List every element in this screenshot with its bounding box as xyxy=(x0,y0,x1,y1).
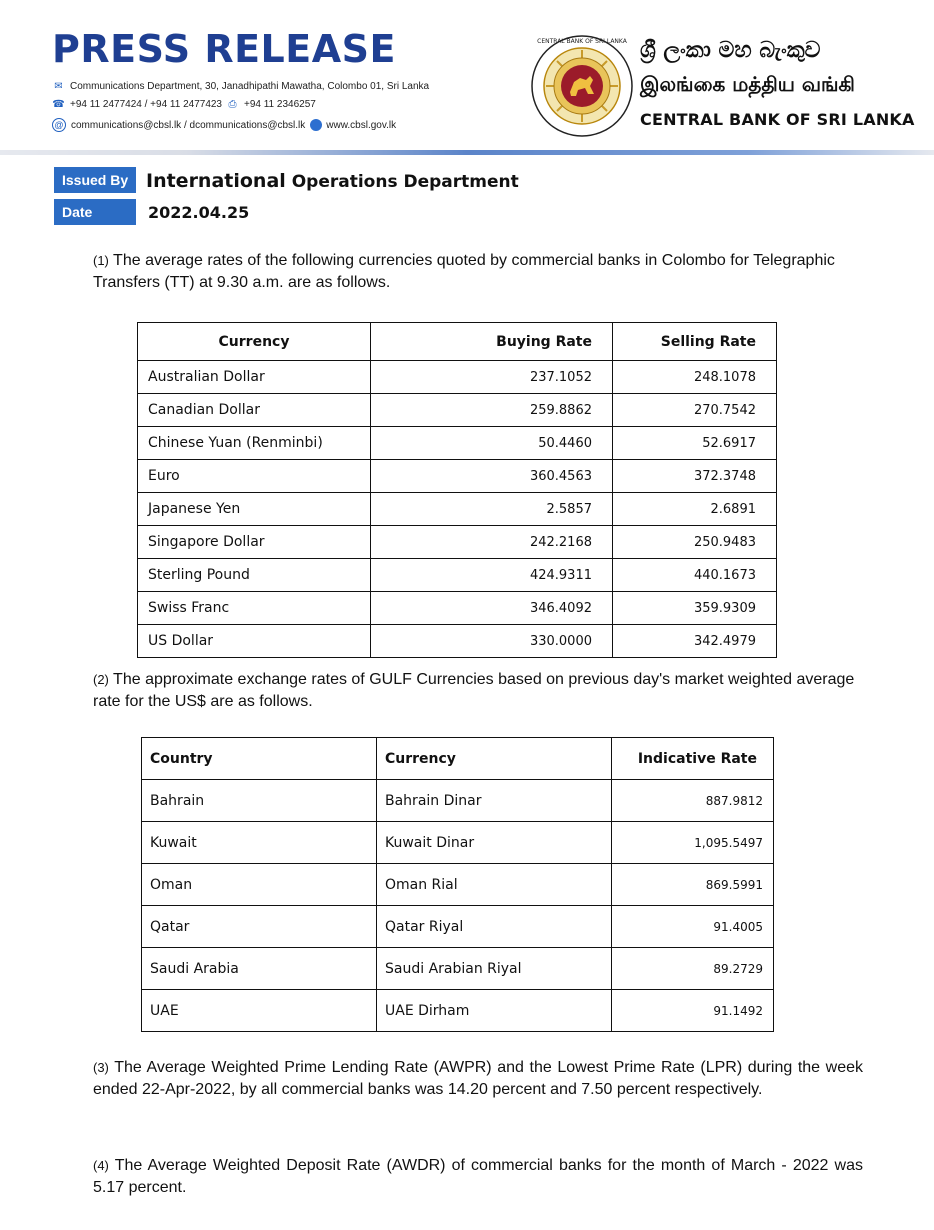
issued-by-label: Issued By xyxy=(54,167,136,193)
bank-name-sinhala: ශ්‍රී ලංකා මහ බැංකුව xyxy=(640,38,821,63)
table-row xyxy=(142,822,774,864)
currency-cell: Bahrain Dinar xyxy=(377,780,612,822)
section1-text: The average rates of the following currencies quoted by commercial banks in Colombo for Telegraphic Transfers (TT) at 9.30 a.m. are as follows. xyxy=(93,252,835,291)
col-header-currency: Currency xyxy=(377,738,612,780)
fax-icon: ⎙ xyxy=(228,99,237,110)
bank-name-tamil: இலங்கை மத்திய வங்கி xyxy=(640,72,855,96)
selling-rate-cell: 52.6917 xyxy=(613,427,777,460)
table-row xyxy=(138,592,777,625)
currency-cell: Japanese Yen xyxy=(138,493,371,526)
table-row xyxy=(138,493,777,526)
currency-cell: Swiss Franc xyxy=(138,592,371,625)
indicative-rate-cell: 91.4005 xyxy=(612,906,774,948)
section1-paragraph xyxy=(93,250,863,294)
country-cell: Kuwait xyxy=(142,822,377,864)
currency-cell: Singapore Dollar xyxy=(138,526,371,559)
table-header-row xyxy=(142,738,774,780)
currency-cell: US Dollar xyxy=(138,625,371,658)
table-row xyxy=(138,460,777,493)
address-line xyxy=(52,81,429,92)
date-value: 2022.04.25 xyxy=(148,203,250,222)
buying-rate-cell: 360.4563 xyxy=(371,460,613,493)
issued-by-part2: Operations Department xyxy=(285,172,519,192)
buying-rate-cell: 424.9311 xyxy=(371,559,613,592)
issued-by-value xyxy=(146,170,519,192)
section3-paragraph xyxy=(93,1057,863,1101)
section4-number: (4) xyxy=(93,1158,109,1173)
currency-cell: Kuwait Dinar xyxy=(377,822,612,864)
date-label: Date xyxy=(54,199,136,225)
currency-cell: Saudi Arabian Riyal xyxy=(377,948,612,990)
currency-cell: Sterling Pound xyxy=(138,559,371,592)
fax-text: +94 11 2346257 xyxy=(244,99,316,110)
globe-icon xyxy=(310,119,322,131)
selling-rate-cell: 359.9309 xyxy=(613,592,777,625)
table-header-row xyxy=(138,323,777,361)
col-header-indicative-rate: Indicative Rate xyxy=(612,738,774,780)
email-text[interactable]: communications@cbsl.lk / dcommunications@cbsl.lk xyxy=(71,119,306,131)
selling-rate-cell: 372.3748 xyxy=(613,460,777,493)
indicative-rate-cell: 89.2729 xyxy=(612,948,774,990)
col-header-selling-rate: Selling Rate xyxy=(613,323,777,361)
currency-cell: Qatar Riyal xyxy=(377,906,612,948)
issued-by-part1: International xyxy=(146,170,286,192)
table-row xyxy=(138,394,777,427)
at-icon: @ xyxy=(52,118,66,132)
col-header-currency: Currency xyxy=(138,323,371,361)
phone-text: +94 11 2477424 / +94 11 2477423 xyxy=(70,99,222,110)
section2-number: (2) xyxy=(93,672,109,687)
table-row xyxy=(142,990,774,1032)
website-link[interactable]: www.cbsl.gov.lk xyxy=(326,119,397,131)
currency-cell: Oman Rial xyxy=(377,864,612,906)
buying-rate-cell: 242.2168 xyxy=(371,526,613,559)
currency-cell: Australian Dollar xyxy=(138,361,371,394)
col-header-country: Country xyxy=(142,738,377,780)
table-row xyxy=(138,559,777,592)
buying-rate-cell: 237.1052 xyxy=(371,361,613,394)
country-cell: Saudi Arabia xyxy=(142,948,377,990)
section1-number: (1) xyxy=(93,253,109,268)
currency-cell: Canadian Dollar xyxy=(138,394,371,427)
seal-text: CENTRAL BANK OF SRI LANKA xyxy=(537,38,627,45)
address-text: Communications Department, 30, Janadhipathi Mawatha, Colombo 01, Sri Lanka xyxy=(70,81,430,92)
header-divider xyxy=(0,150,934,155)
table-row xyxy=(138,625,777,658)
section2-text: The approximate exchange rates of GULF Currencies based on previous day's market weighted average rate for the US$ are as follows. xyxy=(93,671,855,710)
col-header-buying-rate: Buying Rate xyxy=(371,323,613,361)
country-cell: UAE xyxy=(142,990,377,1032)
currency-cell: UAE Dirham xyxy=(377,990,612,1032)
table-row xyxy=(138,526,777,559)
section3-text: The Average Weighted Prime Lending Rate (AWPR) and the Lowest Prime Rate (LPR) during the week ended 22-Apr-2022, by all commercial banks was 14.20 percent and 7.50 percent respectively. xyxy=(93,1059,864,1098)
phone-line xyxy=(52,99,316,110)
buying-rate-cell: 259.8862 xyxy=(371,394,613,427)
buying-rate-cell: 330.0000 xyxy=(371,625,613,658)
country-cell: Bahrain xyxy=(142,780,377,822)
table-row xyxy=(138,427,777,460)
country-cell: Oman xyxy=(142,864,377,906)
table-row xyxy=(142,864,774,906)
section2-paragraph xyxy=(93,669,863,713)
phone-icon: ☎ xyxy=(52,99,65,110)
table-row xyxy=(142,780,774,822)
selling-rate-cell: 342.4979 xyxy=(613,625,777,658)
indicative-rate-cell: 1,095.5497 xyxy=(612,822,774,864)
buying-rate-cell: 50.4460 xyxy=(371,427,613,460)
tt-rates-table xyxy=(137,322,777,658)
currency-cell: Euro xyxy=(138,460,371,493)
bank-name-english: CENTRAL BANK OF SRI LANKA xyxy=(640,110,915,129)
indicative-rate-cell: 887.9812 xyxy=(612,780,774,822)
section4-text: The Average Weighted Deposit Rate (AWDR) of commercial banks for the month of March - 2022 was 5.17 percent. xyxy=(93,1157,863,1196)
central-bank-seal xyxy=(530,34,634,138)
selling-rate-cell: 270.7542 xyxy=(613,394,777,427)
selling-rate-cell: 2.6891 xyxy=(613,493,777,526)
indicative-rate-cell: 91.1492 xyxy=(612,990,774,1032)
indicative-rate-cell: 869.5991 xyxy=(612,864,774,906)
table-row xyxy=(142,948,774,990)
selling-rate-cell: 250.9483 xyxy=(613,526,777,559)
email-line xyxy=(52,118,396,132)
gulf-rates-table xyxy=(141,737,774,1032)
section4-paragraph xyxy=(93,1155,863,1199)
table-row xyxy=(142,906,774,948)
country-cell: Qatar xyxy=(142,906,377,948)
buying-rate-cell: 2.5857 xyxy=(371,493,613,526)
press-release-title: PRESS RELEASE xyxy=(52,27,396,71)
section3-number: (3) xyxy=(93,1060,109,1075)
table-row xyxy=(138,361,777,394)
envelope-icon: ✉ xyxy=(54,81,63,92)
selling-rate-cell: 248.1078 xyxy=(613,361,777,394)
selling-rate-cell: 440.1673 xyxy=(613,559,777,592)
buying-rate-cell: 346.4092 xyxy=(371,592,613,625)
currency-cell: Chinese Yuan (Renminbi) xyxy=(138,427,371,460)
